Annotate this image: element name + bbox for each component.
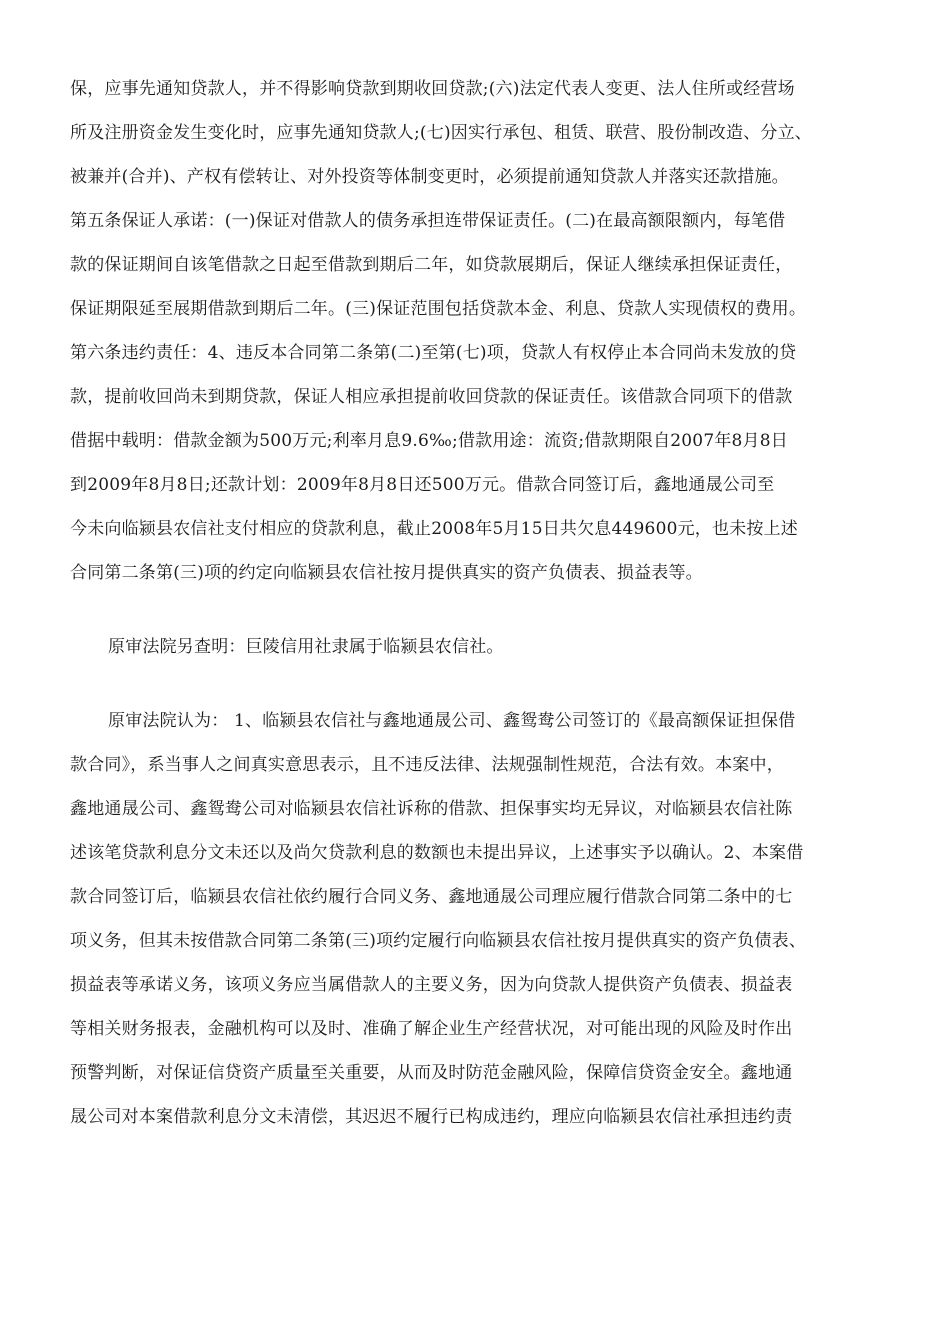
text-line-9: 借据中载明：借款金额为500万元;利率月息9.6‰;借款用途：流资;借款期限自2007年8月8日: [70, 431, 788, 451]
text-line-2: 所及注册资金发生变化时，应事先通知贷款人;(七)因实行承包、租赁、联营、股份制改造、分立、: [70, 123, 812, 143]
text-line-11: 今未向临颍县农信社支付相应的贷款利息，截止2008年5月15日共欠息449600元，也未按上述: [70, 519, 799, 539]
text-line-12: 合同第二条第(三)项的约定向临颍县农信社按月提供真实的资产负债表、损益表等。: [70, 563, 703, 583]
text-line-21: 等相关财务报表，金融机构可以及时、准确了解企业生产经营状况，对可能出现的风险及时作出: [70, 1019, 793, 1039]
text-line-22: 预警判断，对保证信贷资产质量至关重要，从而及时防范金融风险，保障信贷资金安全。鑫地通: [70, 1063, 793, 1083]
text-line-6: 保证期限延至展期借款到期后二年。(三)保证范围包括贷款本金、利息、贷款人实现债权的费用。: [70, 299, 807, 319]
text-line-4: 第五条保证人承诺：(一)保证对借款人的债务承担连带保证责任。(二)在最高额限额内，每笔借: [70, 211, 786, 231]
text-line-3: 被兼并(合并)、产权有偿转让、对外投资等体制变更时，必须提前通知贷款人并落实还款措施。: [70, 167, 789, 187]
paragraph-found-facts: 原审法院另查明：巨陵信用社隶属于临颍县农信社。: [108, 637, 504, 657]
text-line-14: 原审法院认为： 1、临颍县农信社与鑫地通晟公司、鑫鸳鸯公司签订的《最高额保证担保借: [108, 711, 796, 731]
text-line-1: 保，应事先通知贷款人，并不得影响贷款到期收回贷款;(六)法定代表人变更、法人住所或经营场: [70, 79, 795, 99]
text-line-17: 述该笔贷款利息分文未还以及尚欠贷款利息的数额也未提出异议，上述事实予以确认。2、本案借: [70, 843, 804, 863]
text-line-23: 晟公司对本案借款利息分文未清偿，其迟迟不履行已构成违约，理应向临颍县农信社承担违约责: [70, 1107, 793, 1127]
text-line-19: 项义务，但其未按借款合同第二条第(三)项约定履行向临颍县农信社按月提供真实的资产负债表、: [70, 931, 807, 951]
text-line-10: 到2009年8月8日;还款计划：2009年8月8日还500万元。借款合同签订后，鑫地通晟公司至: [70, 475, 775, 495]
text-line-16: 鑫地通晟公司、鑫鸳鸯公司对临颍县农信社诉称的借款、担保事实均无异议，对临颍县农信社陈: [70, 799, 793, 819]
text-line-5: 款的保证期间自该笔借款之日起至借款到期后二年，如贷款展期后，保证人继续承担保证责任，: [70, 255, 793, 275]
text-line-15: 款合同》，系当事人之间真实意思表示，且不违反法律、法规强制性规范，合法有效。本案中，: [70, 755, 784, 775]
text-line-7: 第六条违约责任：4、违反本合同第二条第(二)至第(七)项，贷款人有权停止本合同尚未发放的贷: [70, 343, 797, 363]
text-line-20: 损益表等承诺义务，该项义务应当属借款人的主要义务，因为向贷款人提供资产负债表、损益表: [70, 975, 793, 995]
text-line-18: 款合同签订后，临颍县农信社依约履行合同义务、鑫地通晟公司理应履行借款合同第二条中的七: [70, 887, 793, 907]
text-line-8: 款，提前收回尚未到期贷款，保证人相应承担提前收回贷款的保证责任。该借款合同项下的借款: [70, 387, 793, 407]
